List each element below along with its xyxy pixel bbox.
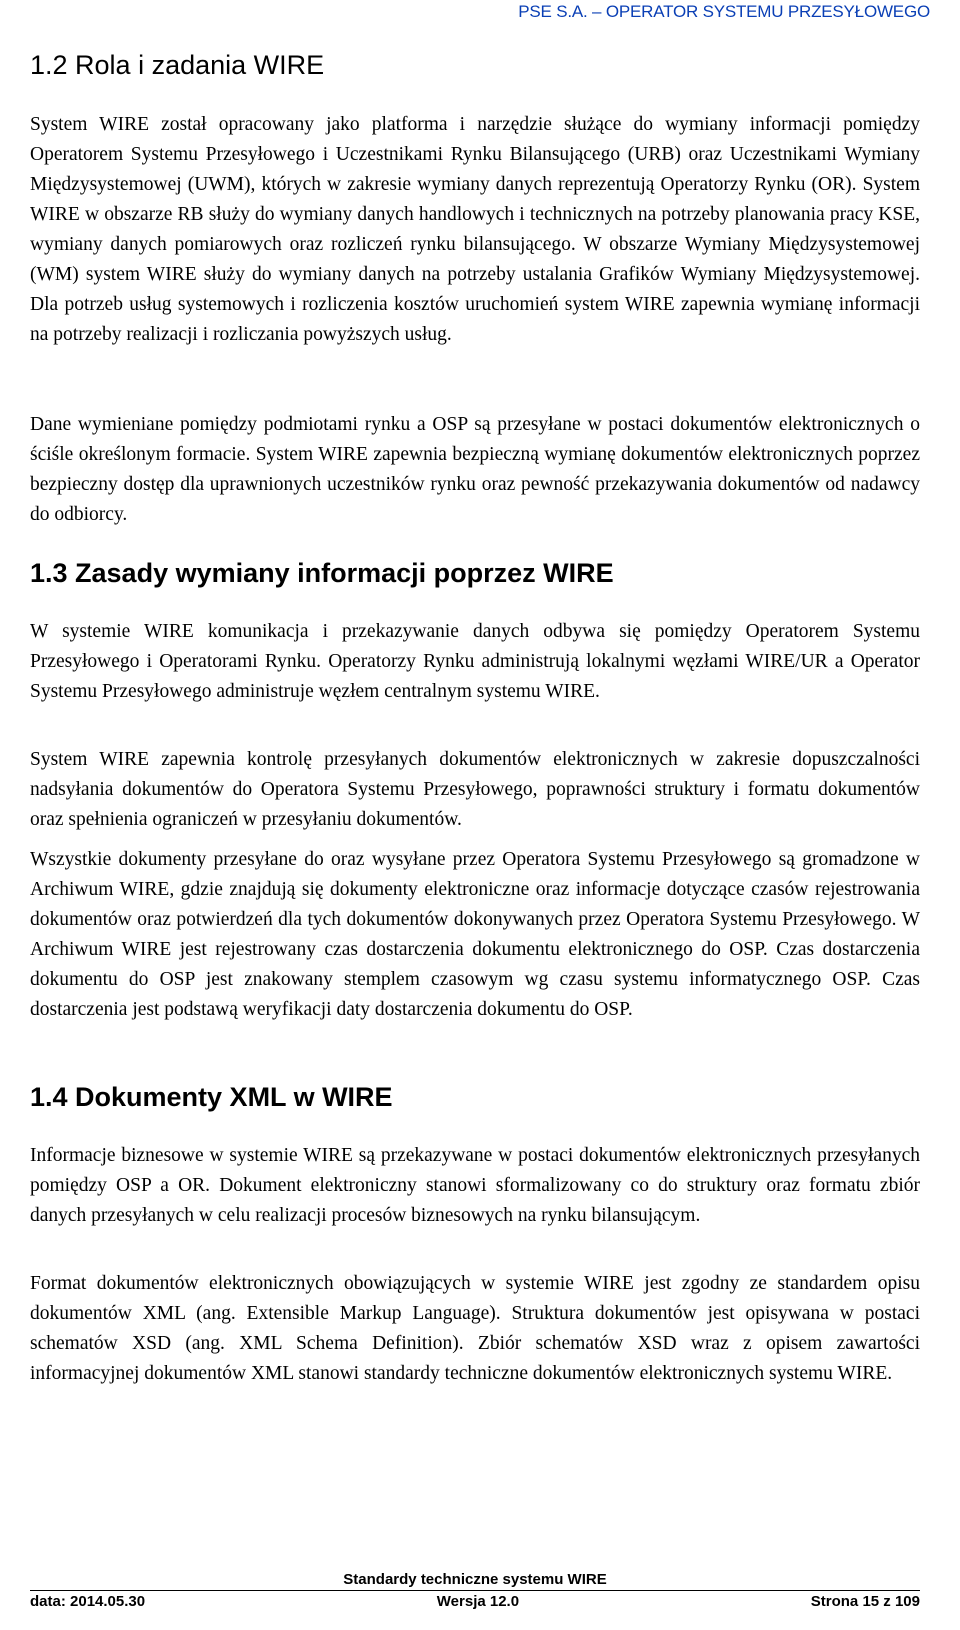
footer-page-number: Strona 15 z 109: [810, 1593, 920, 1610]
footer-title: Standardy techniczne systemu WIRE: [30, 1570, 920, 1591]
section-heading-1-2: 1.2 Rola i zadania WIRE: [30, 50, 325, 80]
paragraph: Wszystkie dokumenty przesyłane do oraz wysyłane przez Operatora Systemu Przesyłowego są gromadzone w Archiwum WIRE, gdzie znajdują się dokumenty elektroniczne oraz informacje dotyczące czasów rejestrowania dokumentów oraz potwierdzeń dla tych dokumentów dokonywanych przez Operatora Systemu Przesyłowego. W Archiwum WIRE jest rejestrowany czas dostarczenia dokumentu elektronicznego do OSP. Czas dostarczenia dokumentu do OSP jest znakowany stemplem czasowym wg czasu systemu informatycznego OSP. Czas dostarczenia jest podstawą weryfikacji daty dostarczenia dokumentu do OSP.: [30, 849, 920, 1020]
section-heading-1-4: 1.4 Dokumenty XML w WIRE: [30, 1082, 393, 1112]
running-header: PSE S.A. – OPERATOR SYSTEMU PRZESYŁOWEGO: [518, 2, 930, 21]
footer-date: data: 2014.05.30: [30, 1593, 146, 1610]
page-footer: [30, 1570, 920, 1613]
paragraph: W systemie WIRE komunikacja i przekazywanie danych odbywa się pomiędzy Operatorem Systemu Przesyłowego i Operatorami Rynku. Operatorzy Rynku administrują lokalnymi węzłami WIRE/UR a Operator Systemu Przesyłowego administruje węzłem centralnym systemu WIRE.: [30, 621, 920, 702]
section-heading-1-3: 1.3 Zasady wymiany informacji poprzez WIRE: [30, 558, 614, 588]
paragraph: System WIRE został opracowany jako platforma i narzędzie służące do wymiany informacji pomiędzy Operatorem Systemu Przesyłowego i Uczestnikami Rynku Bilansującego (URB) oraz Uczestnikami Wymiany Międzysystemowej (UWM), których w zakresie wymiany danych reprezentują Operatorzy Rynku (OR). System WIRE w obszarze RB służy do wymiany danych handlowych i technicznych na potrzeby planowania pracy KSE, wymiany danych pomiarowych oraz rozliczeń rynku bilansującego. W obszarze Wymiany Międzysystemowej (WM) system WIRE służy do wymiany danych na potrzeby ustalania Grafików Wymiany Międzysystemowej. Dla potrzeb usług systemowych i rozliczenia kosztów uruchomień system WIRE zapewnia wymianę informacji na potrzeby realizacji i rozliczania powyższych usług.: [30, 114, 920, 345]
paragraph: Dane wymieniane pomiędzy podmiotami rynku a OSP są przesyłane w postaci dokumentów elektronicznych o ściśle określonym formacie. System WIRE zapewnia bezpieczną wymianę dokumentów elektronicznych poprzez bezpieczny dostęp dla uprawnionych uczestników rynku oraz pewność przekazywania dokumentów od nadawcy do odbiorcy.: [30, 414, 920, 525]
paragraph: Format dokumentów elektronicznych obowiązujących w systemie WIRE jest zgodny ze standardem opisu dokumentów XML (ang. Extensible Markup Language). Struktura dokumentów jest opisywana w postaci schematów XSD (ang. XML Schema Definition). Zbiór schematów XSD wraz z opisem zawartości informacyjnej dokumentów XML stanowi standardy techniczne dokumentów elektronicznych systemu WIRE.: [30, 1273, 920, 1384]
paragraph: System WIRE zapewnia kontrolę przesyłanych dokumentów elektronicznych w zakresie dopuszczalności nadsyłania dokumentów do Operatora Systemu Przesyłowego, poprawności struktury i formatu dokumentów oraz spełnienia ograniczeń w przesyłaniu dokumentów.: [30, 749, 920, 830]
footer-meta-row: [30, 1591, 920, 1613]
paragraph: Informacje biznesowe w systemie WIRE są przekazywane w postaci dokumentów elektronicznych przesyłanych pomiędzy OSP a OR. Dokument elektroniczny stanowi sformalizowany co do struktury oraz formatu zbiór danych przesyłanych w celu realizacji procesów biznesowych na rynku bilansującym.: [30, 1145, 920, 1226]
footer-version: Wersja 12.0: [436, 1593, 520, 1610]
